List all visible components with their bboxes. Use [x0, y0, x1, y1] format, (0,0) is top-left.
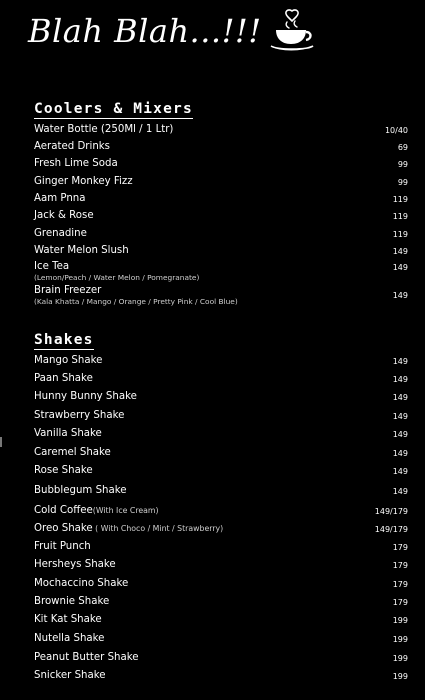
- item-name-line: [34, 505, 159, 516]
- menu-item: [34, 447, 408, 458]
- item-price: 179: [392, 598, 408, 607]
- item-note: ( With Choco / Mint / Strawberry): [92, 524, 224, 533]
- item-price: 149: [392, 487, 408, 496]
- item-name: Water Melon Slush: [34, 245, 129, 256]
- coffee-cup-heart-icon: [268, 8, 318, 54]
- shakes-section: [34, 329, 408, 694]
- item-price: 199: [392, 616, 408, 625]
- menu-item: [34, 559, 408, 570]
- menu-item: [34, 391, 408, 402]
- item-price: 10/40: [384, 126, 408, 135]
- menu-item: [34, 410, 408, 421]
- edge-marker: [0, 437, 2, 447]
- item-price: 119: [392, 195, 408, 204]
- item-name: Strawberry Shake: [34, 410, 125, 421]
- item-price: 149/179: [374, 525, 408, 534]
- menu-item: [34, 541, 408, 552]
- menu-item: [34, 578, 408, 589]
- menu-item: [34, 523, 408, 534]
- menu-item: [34, 285, 408, 306]
- item-name: Hunny Bunny Shake: [34, 391, 137, 402]
- item-name: Brain Freezer: [34, 285, 102, 296]
- item-price: 99: [397, 178, 408, 187]
- item-price: 149: [392, 375, 408, 384]
- item-name: Grenadine: [34, 228, 87, 239]
- item-price: 69: [397, 143, 408, 152]
- item-name: Brownie Shake: [34, 596, 110, 607]
- item-note: (With Ice Cream): [92, 506, 159, 515]
- item-name: Water Bottle (250Ml / 1 Ltr): [34, 124, 174, 135]
- item-price: 149: [392, 449, 408, 458]
- item-name: Oreo Shake: [34, 523, 93, 534]
- item-options: (Lemon/Peach / Water Melon / Pomegranate): [34, 273, 200, 282]
- item-name: Ice Tea: [34, 261, 70, 272]
- menu-item: [34, 428, 408, 439]
- item-name: Mochaccino Shake: [34, 578, 129, 589]
- brand-name: Blah Blah...!!!: [28, 12, 262, 50]
- item-name: Paan Shake: [34, 373, 93, 384]
- item-options: (Kala Khatta / Mango / Orange / Pretty Pink / Cool Blue): [34, 297, 238, 306]
- item-price: 179: [392, 561, 408, 570]
- item-price: 179: [392, 580, 408, 589]
- item-price: 199: [392, 635, 408, 644]
- item-price: 149: [392, 247, 408, 256]
- menu-item: [34, 485, 408, 496]
- item-price: 149: [392, 393, 408, 402]
- item-name: Jack & Rose: [34, 210, 94, 221]
- section-title-coolers: Coolers & Mixers: [34, 101, 193, 117]
- item-price: 119: [392, 230, 408, 239]
- item-name: Aam Pnna: [34, 193, 86, 204]
- item-price: 119: [392, 212, 408, 221]
- item-name: Caremel Shake: [34, 447, 111, 458]
- menu-item: [34, 124, 408, 135]
- item-price: 149: [392, 412, 408, 421]
- item-name: Hersheys Shake: [34, 559, 116, 570]
- menu-item: [34, 355, 408, 366]
- menu-item: [34, 176, 408, 187]
- menu-item: [34, 245, 408, 256]
- item-name: Mango Shake: [34, 355, 103, 366]
- item-name: Rose Shake: [34, 465, 93, 476]
- item-name: Nutella Shake: [34, 633, 105, 644]
- item-name: Aerated Drinks: [34, 141, 110, 152]
- item-price: 149: [392, 357, 408, 366]
- menu-item: [34, 465, 408, 476]
- item-price: 179: [392, 543, 408, 552]
- item-name: Peanut Butter Shake: [34, 652, 139, 663]
- menu-item: [34, 505, 408, 516]
- item-name: Vanilla Shake: [34, 428, 102, 439]
- menu-item: [34, 261, 408, 282]
- menu-item: [34, 652, 408, 663]
- menu-item: [34, 193, 408, 204]
- menu-item: [34, 210, 408, 221]
- item-name: Ginger Monkey Fizz: [34, 176, 133, 187]
- item-name: Fresh Lime Soda: [34, 158, 118, 169]
- menu-item: [34, 670, 408, 681]
- coolers-section: [34, 98, 408, 318]
- item-price: 99: [397, 160, 408, 169]
- item-name: Bubblegum Shake: [34, 485, 127, 496]
- menu-item: [34, 228, 408, 239]
- item-name: Kit Kat Shake: [34, 614, 102, 625]
- menu-item: [34, 633, 408, 644]
- item-name: Snicker Shake: [34, 670, 106, 681]
- item-price: 149: [392, 430, 408, 439]
- item-price: 149: [392, 291, 408, 300]
- menu-item: [34, 614, 408, 625]
- menu-item: [34, 373, 408, 384]
- menu-item: [34, 596, 408, 607]
- item-name-line: [34, 523, 223, 534]
- item-price: 149/179: [374, 507, 408, 516]
- brand-logo: [28, 8, 318, 54]
- item-price: 149: [392, 467, 408, 476]
- item-price: 149: [392, 263, 408, 272]
- item-price: 199: [392, 672, 408, 681]
- item-name: Fruit Punch: [34, 541, 91, 552]
- menu-item: [34, 158, 408, 169]
- item-price: 199: [392, 654, 408, 663]
- item-name: Cold Coffee: [34, 505, 93, 516]
- menu-item: [34, 141, 408, 152]
- section-title-shakes: Shakes: [34, 332, 94, 348]
